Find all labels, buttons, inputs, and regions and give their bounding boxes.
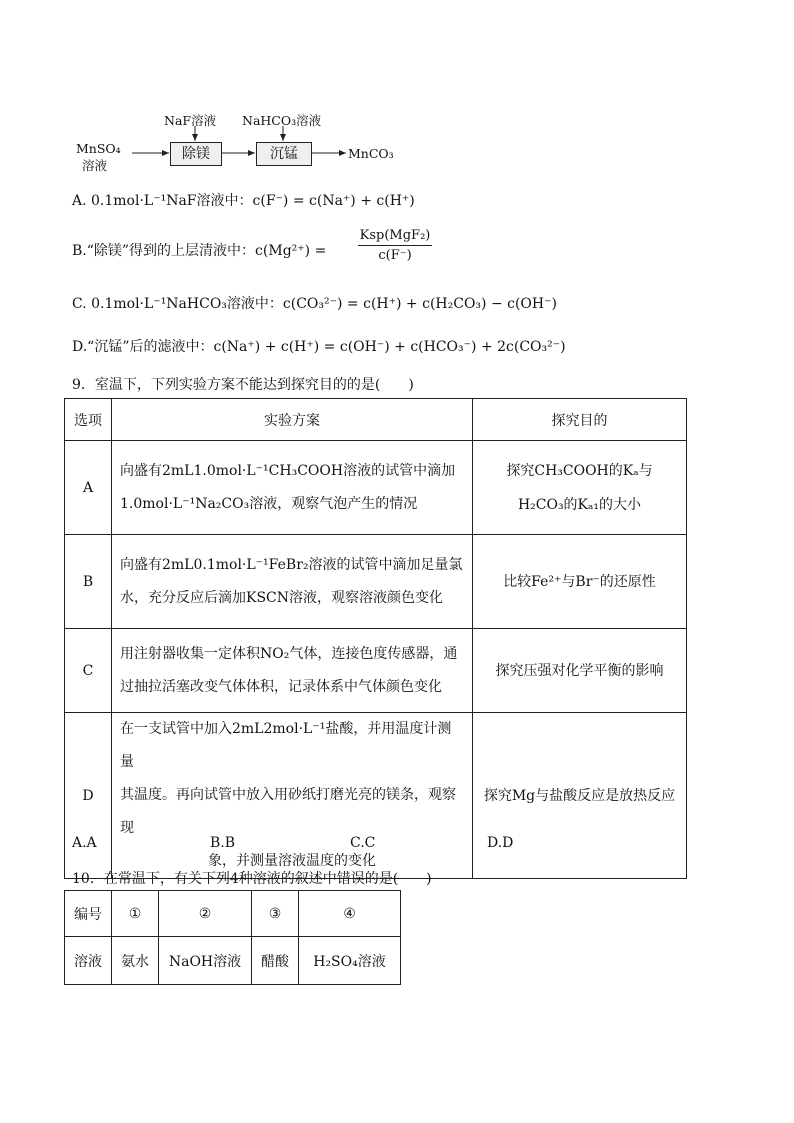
q9-answer-b: B.B [210,835,236,851]
cell-number-2: ② [159,891,252,937]
flow-product: MnCO₃ [348,146,394,161]
flow-reagent-2: NaHCO₃溶液 [242,113,322,128]
cell-solution-3: 醋酸 [252,937,299,985]
option-d: D.“沉锰”后的滤液中：c(Na⁺) + c(H⁺) = c(OH⁻) + c(HCO₃⁻) + 2c(CO₃²⁻) [72,339,566,355]
flow-step-2: 沉锰 [256,142,312,166]
goal-line: 探究压强对化学平衡的影响 [495,662,664,679]
row-option: D [65,713,112,879]
q10-stem: 10．在常温下，有关下列4种溶液的叙述中错误的是( ) [72,871,432,887]
table-header-row [65,399,687,441]
table-row [65,713,687,879]
plan-line: 1.0mol·L⁻¹Na₂CO₃溶液，观察气泡产生的情况 [120,495,418,512]
plan-line: 在一支试管中加入2mL2mol·L⁻¹盐酸，并用温度计测量 [120,721,452,770]
cell-solution-4: H₂SO₄溶液 [299,937,401,985]
option-b-fraction [358,228,432,263]
row-goal [473,629,687,713]
flow-input-bottom: 溶液 [82,158,108,173]
cell-number-label: 编号 [65,891,112,937]
plan-line: 用注射器收集一定体积NO₂气体，连接色度传感器，通 [120,645,458,662]
q10-table [64,890,401,985]
table-row [65,629,687,713]
goal-line: 比较Fe²⁺与Br⁻的还原性 [503,573,656,590]
header-goal: 探究目的 [473,399,687,441]
cell-number-1: ① [112,891,159,937]
row-plan [112,441,473,535]
flow-input-top: MnSO₄ [76,141,121,156]
q9-answer-c: C.C [350,835,376,851]
plan-line: 象，并测量溶液温度的变化 [208,853,376,869]
plan-line: 向盛有2mL0.1mol·L⁻¹FeBr₂溶液的试管中滴加足量氯 [120,556,463,573]
cell-solution-label: 溶液 [65,937,112,985]
plan-line: 水，充分反应后滴加KSCN溶液，观察溶液颜色变化 [120,589,444,606]
goal-line: 探究CH₃COOH的Kₐ与 [506,462,653,479]
table-row [65,891,401,937]
flow-reagent-1: NaF溶液 [164,113,217,128]
flow-arrows [0,0,794,200]
option-b-prefix: B.“除镁”得到的上层清液中：c(Mg²⁺) = [72,243,327,259]
header-option: 选项 [65,399,112,441]
goal-line: H₂CO₃的Kₐ₁的大小 [517,496,642,513]
q9-answer-a: A.A [72,835,97,851]
row-option: C [65,629,112,713]
cell-number-3: ③ [252,891,299,937]
cell-solution-1: 氨水 [112,937,159,985]
option-c: C. 0.1mol·L⁻¹NaHCO₃溶液中：c(CO₃²⁻) = c(H⁺) + c(H₂CO₃) − c(OH⁻) [72,296,557,312]
q9-table [64,398,687,879]
row-goal [473,535,687,629]
q9-stem: 9．室温下，下列实验方案不能达到探究目的的是( ) [72,377,414,393]
row-plan [112,535,473,629]
table-row [65,535,687,629]
table-row [65,441,687,535]
row-goal [473,441,687,535]
plan-line: 向盛有2mL1.0mol·L⁻¹CH₃COOH溶液的试管中滴加 [120,462,456,479]
flow-step-1: 除镁 [170,142,222,166]
row-plan [112,713,473,879]
option-b-numerator: Ksp(MgF₂) [358,228,432,246]
q9-answer-d: D.D [487,835,514,851]
option-b-denominator: c(F⁻) [378,248,412,263]
row-goal [473,713,687,879]
goal-line: 探究Mg与盐酸反应是放热反应 [483,787,676,804]
table-row [65,937,401,985]
header-plan: 实验方案 [112,399,473,441]
cell-solution-2: NaOH溶液 [159,937,252,985]
row-option: B [65,535,112,629]
option-b [72,240,326,260]
row-plan [112,629,473,713]
plan-line: 过抽拉活塞改变气体体积，记录体系中气体颜色变化 [120,678,442,695]
row-option: A [65,441,112,535]
option-a: A. 0.1mol·L⁻¹NaF溶液中：c(F⁻) = c(Na⁺) + c(H⁺) [72,193,415,209]
cell-number-4: ④ [299,891,401,937]
plan-line: 其温度。再向试管中放入用砂纸打磨光亮的镁条，观察现 [120,787,456,836]
